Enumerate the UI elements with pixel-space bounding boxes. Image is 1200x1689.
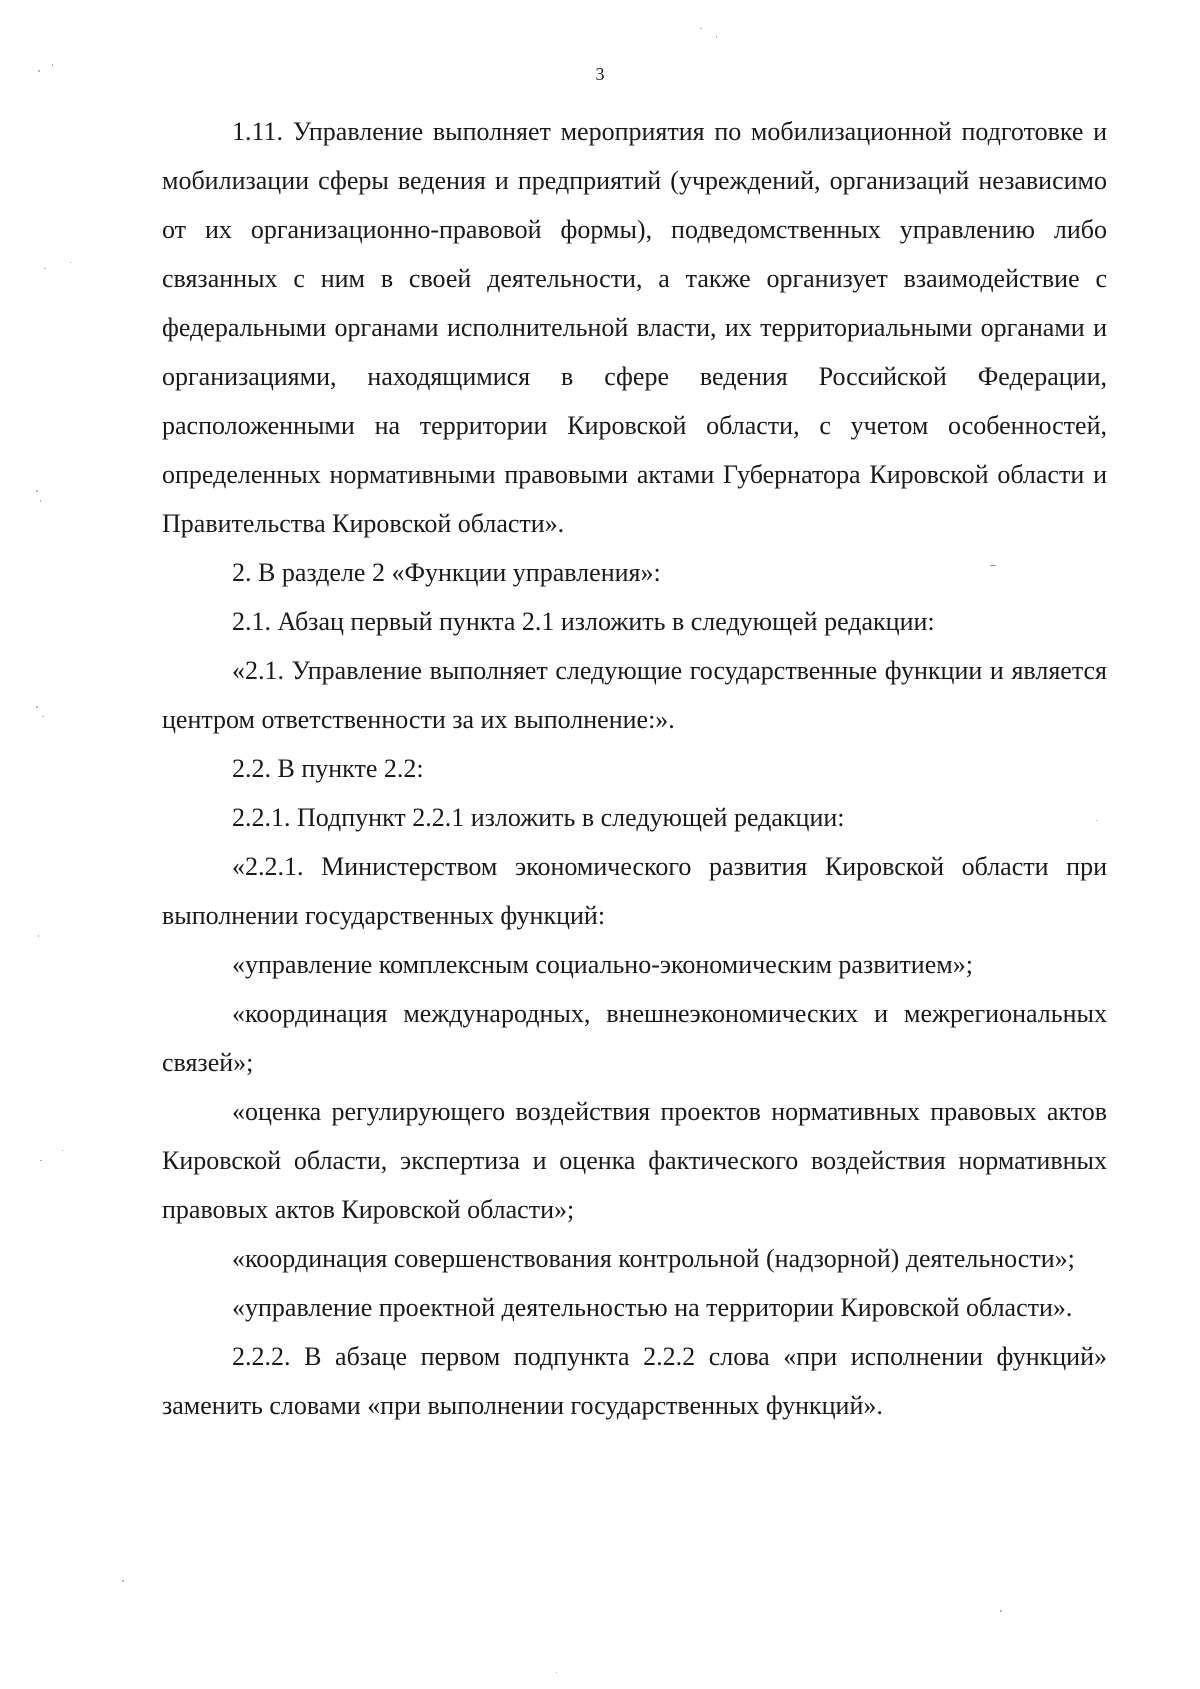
- paragraph: «управление комплексным социально-экономическим развитием»;: [232, 950, 973, 979]
- paragraph: «координация международных, внешнеэкономических и межрегиональных связей»;: [162, 999, 1107, 1077]
- document-body: [162, 107, 1107, 1430]
- page-number: 3: [595, 64, 605, 84]
- paragraph: 2.2. В пункте 2.2:: [232, 754, 424, 783]
- paragraph: 2.1. Абзац первый пункта 2.1 изложить в следующей редакции:: [232, 607, 935, 636]
- paragraph: «координация совершенствования контрольной (надзорной) деятельности»;: [232, 1244, 1075, 1273]
- paragraph: 2. В разделе 2 «Функции управления»:: [232, 558, 661, 587]
- paragraph: 2.2.1. Подпункт 2.2.1 изложить в следующей редакции:: [232, 803, 845, 832]
- paragraph: 1.11. Управление выполняет мероприятия по мобилизационной подготовке и мобилизации сферы ведения и предприятий (учреждений, организаций независимо от их организационно-правовой формы), подведомственных управлению либо связанных с ним в своей деятельности, а также организует взаимодействие с федеральными органами исполнительной власти, их территориальными органами и организациями, находящимися в сфере ведения Российской Федерации, расположенными на территории Кировской области, с учетом особенностей, определенных нормативными правовыми актами Губернатора Кировской области и Правительства Кировской области».: [162, 117, 1107, 538]
- paragraph: «оценка регулирующего воздействия проектов нормативных правовых актов Кировской области, экспертиза и оценка фактического воздействия нормативных правовых актов Кировской области»;: [162, 1097, 1107, 1224]
- paragraph: «управление проектной деятельностью на территории Кировской области».: [232, 1293, 1073, 1322]
- paragraph: «2.2.1. Министерством экономического развития Кировской области при выполнении государственных функций:: [162, 852, 1107, 930]
- paragraph: 2.2.2. В абзаце первом подпункта 2.2.2 слова «при исполнении функций» заменить словами «при выполнении государственных функций».: [162, 1342, 1107, 1420]
- paragraph: «2.1. Управление выполняет следующие государственные функции и является центром ответственности за их выполнение:».: [162, 656, 1107, 734]
